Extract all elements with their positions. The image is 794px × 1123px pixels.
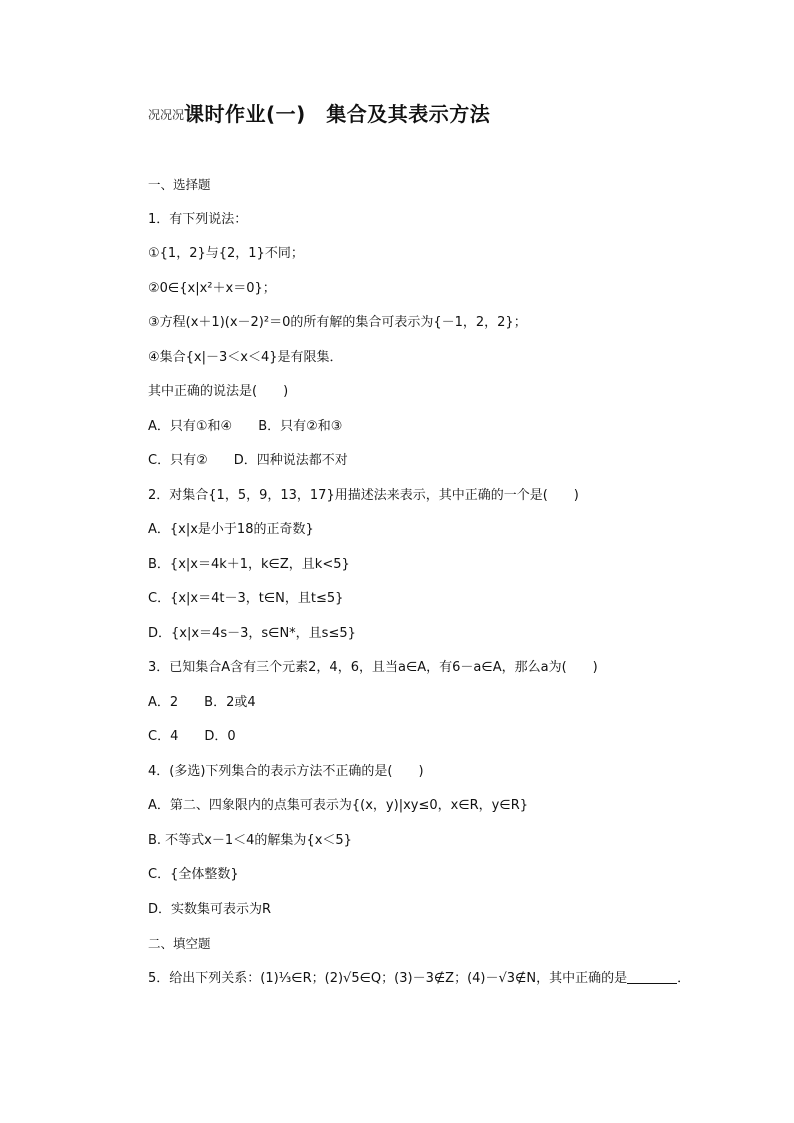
question-1-statement-4: ④集合{x|－3＜x＜4}是有限集．	[148, 349, 343, 365]
question-4-option-b: B. 不等式x－1＜4的解集为{x＜5}	[148, 832, 352, 848]
question-5-stem: 5．给出下列关系：(1)⅓∈R；(2)√5∈Q；(3)－3∉Z；(4)－√3∉N，其中正确的是	[148, 970, 628, 986]
question-2-option-c: C．{x|x＝4t－3，t∈N，且t≤5}	[148, 591, 344, 606]
question-1-options-ab: A．只有①和④ B．只有②和③	[148, 418, 343, 434]
question-5-line	[148, 962, 708, 997]
question-2-option-d: D．{x|x＝4s－3，s∈N*，且s≤5}	[148, 625, 356, 641]
worksheet-body	[148, 168, 708, 996]
question-3-stem: 3．已知集合A含有三个元素2，4，6，且当a∈A，有6－a∈A，那么a为( )	[148, 660, 598, 675]
question-2-option-b: B．{x|x＝4k＋1，k∈Z，且k<5}	[148, 556, 350, 572]
question-1-options-cd: C．只有② D．四种说法都不对	[148, 453, 348, 468]
title-prefix: 况况况	[148, 108, 185, 122]
question-3-options-cd: C．4 D．0	[148, 729, 236, 744]
question-1-ask: 其中正确的说法是( )	[148, 384, 289, 399]
question-1-statement-3: ③方程(x＋1)(x－2)²＝0的所有解的集合可表示为{－1，2，2}；	[148, 315, 527, 330]
answer-blank[interactable]	[627, 969, 677, 984]
title-main: 课时作业(一) 集合及其表示方法	[184, 102, 491, 126]
question-1-stem: 1．有下列说法：	[148, 211, 248, 227]
question-1-statement-2: ②0∈{x|x²＋x＝0}；	[148, 280, 276, 296]
question-1-statement-1: ①{1，2}与{2，1}不同；	[148, 246, 304, 261]
question-4-option-d: D．实数集可表示为R	[148, 901, 272, 917]
question-4-stem: 4．(多选)下列集合的表示方法不正确的是( )	[148, 763, 424, 779]
question-2-option-a: A．{x|x是小于18的正奇数}	[148, 522, 314, 537]
question-4-option-a: A．第二、四象限内的点集可表示为{(x，y)|xy≤0，x∈R，y∈R}	[148, 798, 528, 813]
question-3-options-ab: A．2 B．2或4	[148, 694, 256, 710]
section-heading-choice: 一、选择题	[148, 177, 211, 192]
question-2-stem: 2．对集合{1，5，9，13，17}用描述法来表示，其中正确的一个是( )	[148, 487, 579, 503]
section-heading-fill: 二、填空题	[148, 936, 211, 951]
page-title	[148, 98, 490, 127]
question-5-end: ．	[677, 970, 691, 986]
question-4-option-c: C．{全体整数}	[148, 867, 239, 882]
